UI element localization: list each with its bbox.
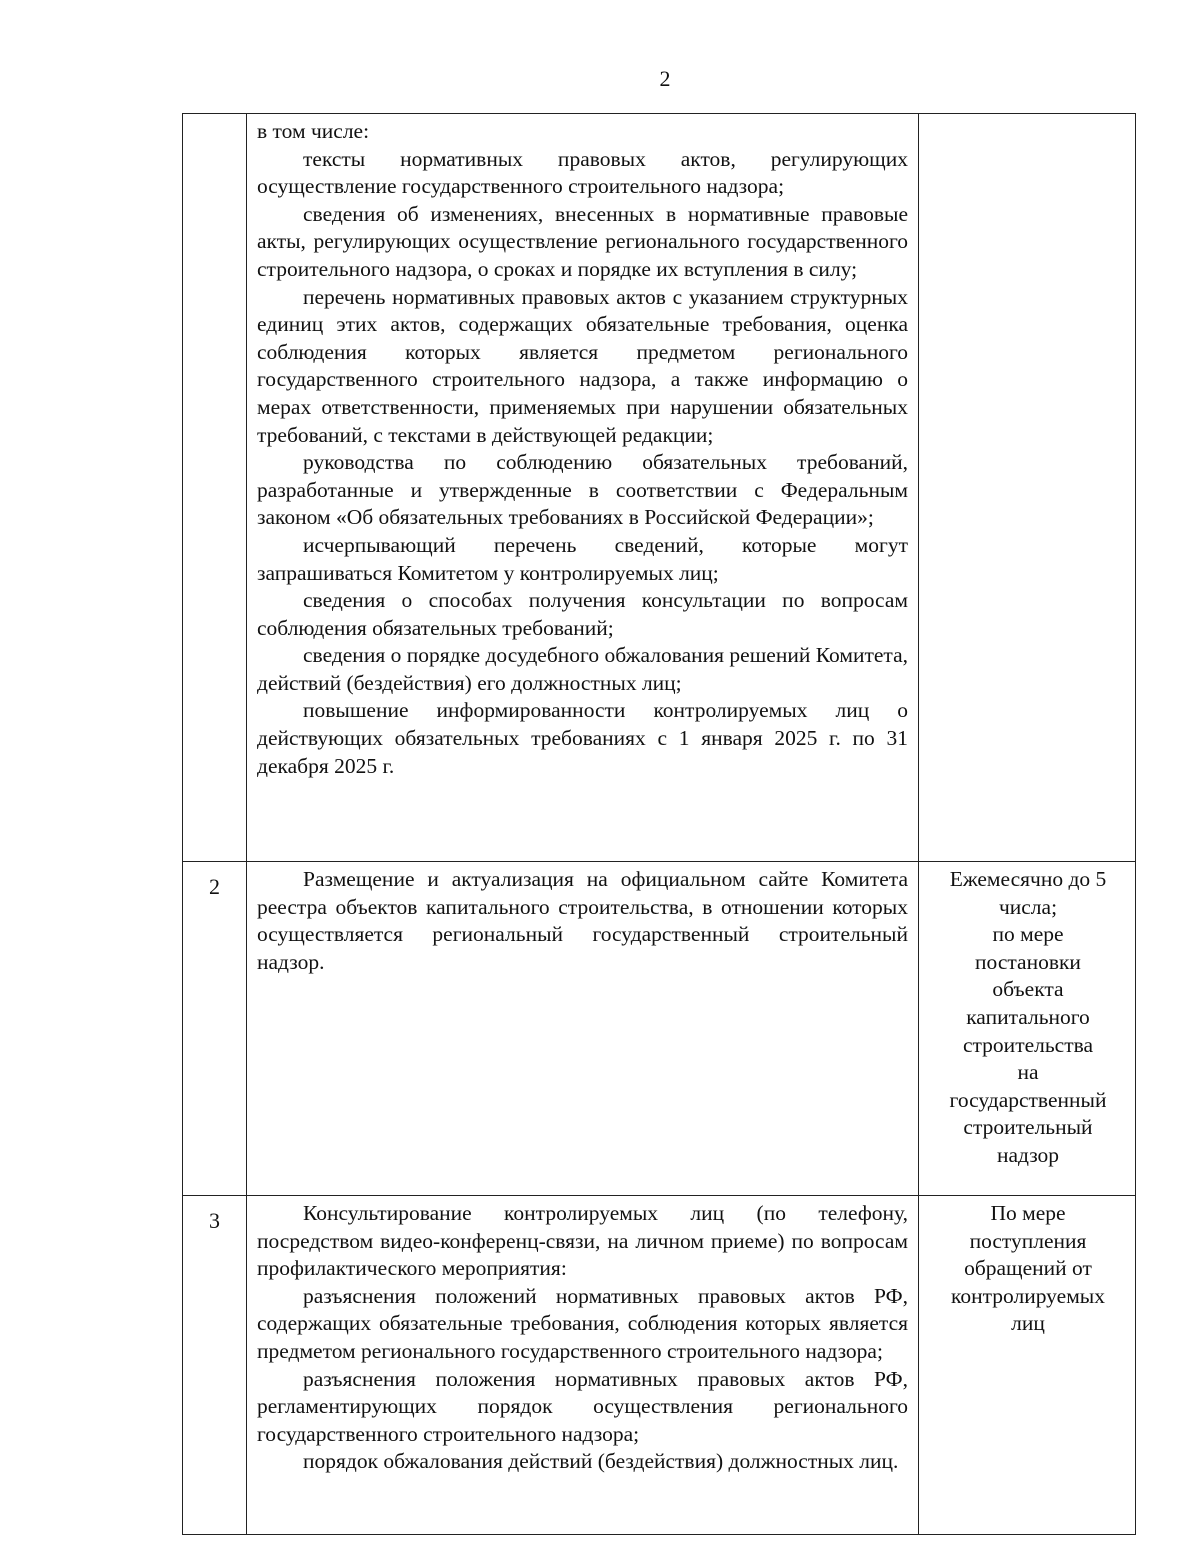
row-term [919,1196,1137,1534]
paragraph: разъяснения положения нормативных правовых актов РФ, регламентирующих порядок осуществления регионального государственного строительного надзора; [257,1366,908,1446]
term-line: надзор [996,1142,1060,1167]
row-number: 3 [183,1196,247,1534]
row-number: 2 [183,862,247,1195]
row-description [247,1196,919,1534]
paragraph: порядок обжалования действий (бездействия) должностных лиц. [303,1449,899,1474]
table-row [182,1195,1136,1535]
term-line: на [1017,1060,1039,1085]
paragraph: Консультирование контролируемых лиц (по телефону, посредством видео-конференц-связи, на личном приеме) по вопросам профилактического мероприятия: [257,1201,908,1281]
paragraph: разъяснения положений нормативных правовых актов РФ, содержащих обязательные требования, соблюдения которых является предметом регионального государственного строительного надзора; [257,1283,908,1363]
term-line: контролируемых [951,1283,1105,1308]
table-row [182,113,1136,861]
row-description [247,862,919,1195]
term-line: Ежемесячно до 5 [949,867,1107,891]
term-line: лиц [1011,1311,1045,1336]
term-line: обращений от [964,1256,1092,1281]
term-line: объекта [992,977,1064,1002]
term-line: государственный [949,1087,1107,1112]
term-line: числа; [998,894,1058,919]
term-line: по мере [992,922,1064,947]
term-line: поступления [969,1228,1087,1253]
paragraph: исчерпывающий перечень сведений, которые могут запрашиваться Комитетом у контролируемых лиц; [257,532,908,585]
row-term [919,862,1137,1195]
table-row [182,861,1136,1195]
term-line: строительный [963,1115,1093,1140]
row-description [247,114,919,861]
paragraph: в том числе: [257,119,370,143]
plan-table [182,113,1136,1533]
term-line: строительства [962,1032,1094,1057]
row-number [183,114,247,861]
paragraph: повышение информированности контролируемых лиц о действующих обязательных требованиях с 1 января 2025 г. по 31 декабря 2025 г. [257,698,908,778]
page-number: 2 [659,66,671,91]
paragraph: Размещение и актуализация на официальном сайте Комитета реестра объектов капитального строительства, в отношении которых осуществляется региональный государственный строительный надзор. [257,867,908,974]
term-line: По мере [990,1201,1066,1225]
paragraph: перечень нормативных правовых актов с указанием структурных единиц этих актов, содержащих обязательные требования, оценка соблюдения которых является предметом регионального государственного строительного надзора, а также информацию о мерах ответственности, применяемых при нарушении обязательных требований, с текстами в действующей редакции; [257,284,908,447]
row-term [919,114,1137,861]
paragraph: сведения о способах получения консультации по вопросам соблюдения обязательных требований; [257,588,908,640]
paragraph: руководства по соблюдению обязательных требований, разработанные и утвержденные в соответствии с Федеральным законом «Об обязательных требованиях в Российской Федерации»; [257,450,908,530]
term-line: постановки [975,949,1081,974]
paragraph: сведения о порядке досудебного обжалования решений Комитета, действий (бездействия) его должностных лиц; [257,643,908,695]
paragraph: сведения об изменениях, внесенных в нормативные правовые акты, регулирующих осуществление регионального государственного строительного надзора, о сроках и порядке их вступления в силу; [257,201,908,281]
paragraph: тексты нормативных правовых актов, регулирующих осуществление государственного строительного надзора; [257,146,908,199]
term-line: капитального [966,1004,1090,1029]
